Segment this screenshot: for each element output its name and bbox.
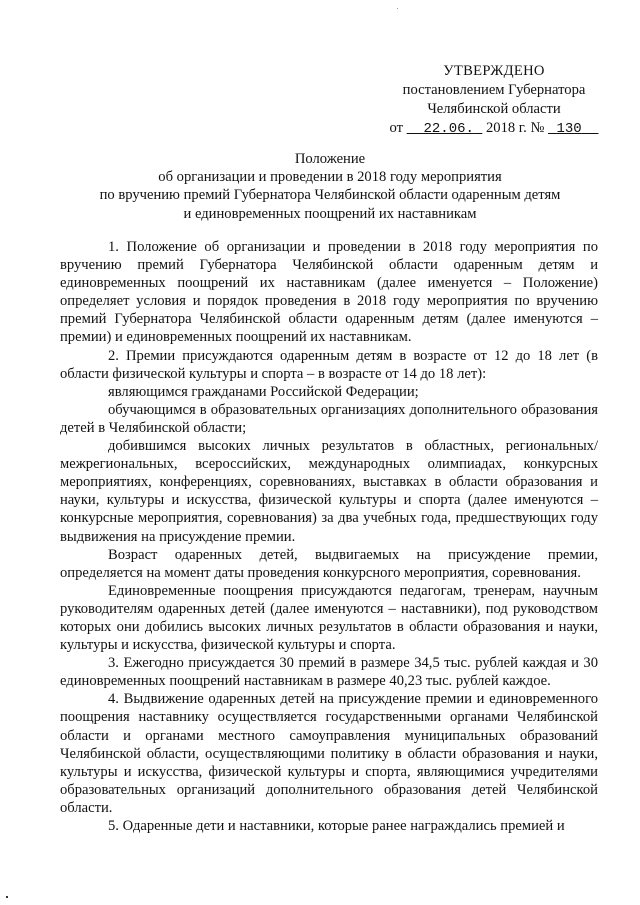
approval-line-region: Челябинской области — [427, 101, 561, 117]
title-line-4: и единовременных поощрений их наставникам — [183, 205, 477, 222]
paragraph-7: Единовременные поощрения присуждаются педагогам, тренерам, научным руководителям одаренных детей (далее именуются – наставники), под руководством которых они добились высоких личных результатов в области образования и науки, культуры и искусства, физической культуры и спорта. — [60, 582, 598, 654]
paragraph-4: обучающимся в образовательных организациях дополнительного образования детей в Челябинской области; — [60, 401, 598, 436]
approval-line-decree: постановлением Губернатора — [402, 82, 586, 98]
approval-dateline — [380, 119, 608, 139]
title-line-1: Положение — [294, 151, 366, 167]
paragraph-6: Возраст одаренных детей, выдвигаемых на присуждение премии, определяется на момент даты проведения конкурсного мероприятия, соревнования. — [60, 546, 598, 581]
date-prefix: от — [389, 120, 404, 136]
document-body — [60, 238, 598, 835]
paragraph-8: 3. Ежегодно присуждается 30 премий в размере 34,5 тыс. рублей каждая и 30 единовременных поощрений наставникам в размере 40,23 тыс. рублей каждое. — [60, 655, 598, 690]
approval-stamp — [380, 62, 608, 139]
year-text: 2018 г. № — [485, 120, 545, 136]
title-line-2: об организации и проведении в 2018 году мероприятия — [158, 169, 502, 186]
document-title — [60, 150, 600, 223]
scan-mark — [6, 896, 8, 898]
paragraph-5: добившимся высоких личных результатов в областных, региональных/межрегиональных, всероссийских, международных олимпиадах, конкурсных мероприятиях, конференциях, соревнованиях, выставках в области образования и науки, культуры и искусства, физической культуры и спорта (далее именуются – конкурсные мероприятия, соревнования) за два учебных года, предшествующих году выдвижения на присуждение премии. — [60, 438, 598, 545]
paragraph-9: 4. Выдвижение одаренных детей на присуждение премии и единовременного поощрения наставнику осуществляется государственными органами Челябинской области и органами местного самоуправления муниципальных образований Челябинской области, осуществляющими политику в области образования и науки, культуры и искусства, физической культуры и спорта, являющимися учредителями образовательных организаций дополнительного образования детей Челябинской области. — [60, 691, 598, 816]
paragraph-10: 5. Одаренные дети и наставники, которые ранее награждались премией и — [108, 818, 565, 834]
paragraph-2: 2. Премии присуждаются одаренным детям в возрасте от 12 до 18 лет (в области физической культуры и спорта – в возрасте от 14 до 18 лет): — [60, 347, 598, 382]
title-line-3: по вручению премий Губернатора Челябинской области одаренным детям — [99, 187, 561, 204]
date-value: 22.06. — [423, 121, 474, 137]
paragraph-1: 1. Положение об организации и проведении в 2018 году мероприятия по вручению премий Губернатора Челябинской области одаренным детям и единовременных поощрений их наставникам (далее именуется – Положение) определяет условия и порядок проведения в 2018 году мероприятия по вручению премий Губернатора Челябинской области одаренным детям (далее именуются – премии) и единовременных поощрений их наставникам. — [60, 239, 598, 346]
scan-speck — [397, 8, 398, 9]
decree-number: 130 — [556, 121, 582, 137]
approval-heading: УТВЕРЖДЕНО — [443, 63, 545, 79]
paragraph-3: являющимся гражданами Российской Федерации; — [108, 383, 419, 400]
